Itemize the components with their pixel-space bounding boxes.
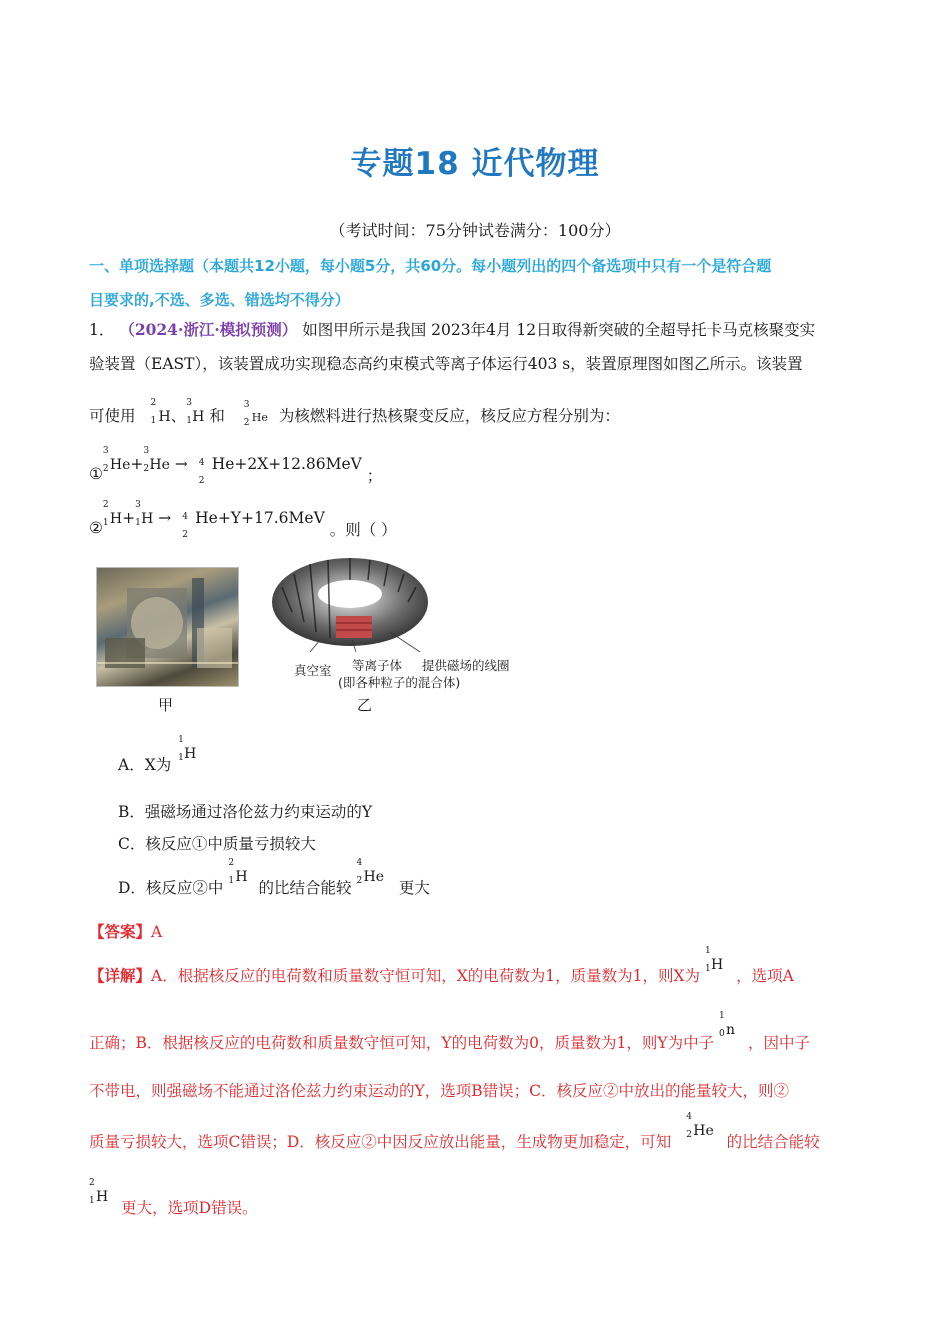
label-plasma-note: (即各种粒子的混合体) [338,675,461,690]
figure-caption-right: 乙 [357,696,373,714]
tokamak-diagram [270,552,430,652]
page-title: 专题18 近代物理 [350,146,600,182]
figure-caption-left: 甲 [158,696,174,714]
label-plasma: 等离子体 [352,658,403,673]
section-heading-line2: 目要求的,不选、多选、错选均不得分） [89,291,350,309]
option-b: B．强磁场通过洛伦兹力约束运动的Y [118,803,373,821]
section-heading-line1: 一、单项选择题（本题共12小题，每小题5分，共60分。每小题列出的四个备选项中只有一个是符合题 [89,257,772,275]
question-text: 如图甲所示是我国 2023年4月 12日取得新突破的全超导托卡马克核聚变实 [302,321,816,339]
option-c: C．核反应①中质量亏损较大 [118,835,316,853]
question-line2: 验装置（EAST），该装置成功实现稳态高约束模式等离子体运行403 s，装置原理图如图乙所示。该装置 [89,355,803,373]
explanation-line4: 质量亏损较大，选项C错误；D．核反应②中因反应放出能量，生成物更加稳定，可知 4 2 He 的比结合能较 [89,1112,820,1151]
explanation-line2: 正确；B．根据核反应的电荷数和质量数守恒可知，Y的电荷数为0，质量数为1，则Y为中子 1 0 n ，因中子 [89,1011,811,1052]
question-line1 [89,318,815,340]
option-a: A．X为 1 1 H [118,735,197,774]
explanation-line3: 不带电，则强磁场不能通过洛伦兹力约束运动的Y，选项B错误；C．核反应②中放出的能量较大，则② [89,1082,789,1100]
exam-info: （考试时间：75分钟试卷满分：100分） [329,221,621,240]
nuclide-deuterium: 2 1 H [150,398,171,426]
explanation-line5: 2 1 H 更大，选项D错误。 [89,1178,258,1217]
nuclide-tritium: 3 1 H [186,398,205,426]
equation-2: ② 2 1 H+ 3 1 H → 4 2 He+Y+17.6MeV 。则（ ） [89,500,397,540]
equation-1: ① 3 2 He+ 3 2 He → 4 2 He+2X+12.86MeV ； [89,446,383,486]
east-device-photo [96,567,239,687]
question-source: （2024·浙江·模拟预测） [119,320,298,339]
explanation-line1: 【详解】A．根据核反应的电荷数和质量数守恒可知，X的电荷数为1，质量数为1，则X为 1 1 H ，选项A [89,946,794,985]
nuclide-helium3: 3 2 He [243,400,268,428]
label-vacuum-chamber: 真空室 [294,663,332,678]
option-d: D．核反应②中 2 1 H 的比结合能较 4 2 He 更大 [118,858,430,897]
answer: 【答案】A [89,922,163,941]
label-magnet-coil: 提供磁场的线圈 [422,658,510,673]
question-line3: 可使用 2 1 H、 3 1 H 和 3 2 He 为核燃料进行热核聚变反应，核反应方程分别为： [89,398,620,428]
question-number: 1． [89,321,115,339]
